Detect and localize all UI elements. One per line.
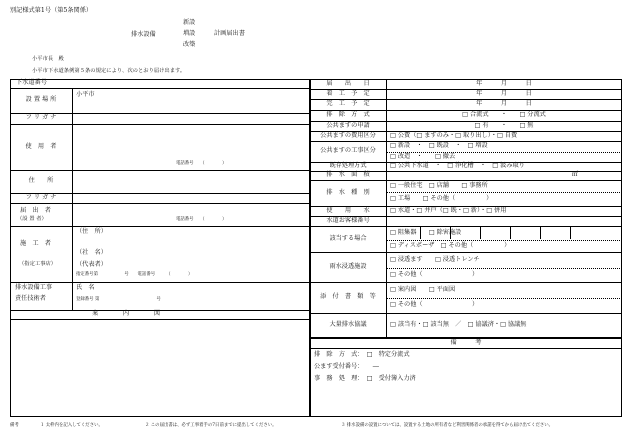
right-row-value-17[interactable]: □ その他（ ） xyxy=(390,270,479,278)
right-row-value-9[interactable]: ㎡ xyxy=(571,171,578,179)
sewer-no-label: 下水道番号 xyxy=(16,79,47,87)
footer-note-3: ３ 排水設備の設置については、設置する土地の所有者など利害関係者の承諾を得てから届け出てください。 xyxy=(341,423,554,428)
user-label: 使 用 者 xyxy=(25,142,57,150)
right-row-value-8[interactable]: □ 公共下水道 ・ □ 浄化槽 ・ □ 汲み取り xyxy=(390,162,525,170)
remarks-line-2: 公ます受付番号： ― xyxy=(314,363,379,370)
right-row-value-2[interactable]: 年 月 日 xyxy=(476,100,532,108)
right-row-label-5: 公共ますの費用区分 xyxy=(320,131,376,139)
right-row-label-0: 届 出 日 xyxy=(326,79,370,87)
map-label: 案 内 図 xyxy=(92,310,161,317)
right-row-label-8: 既存処理方式 xyxy=(329,162,367,170)
footer-label: 備考 xyxy=(10,423,19,428)
engineer-label-2: 責任技術者 xyxy=(15,295,46,302)
form-number: 別記様式第1号（第5条関係） xyxy=(10,7,93,14)
remarks-line-1: 排 除 方 式： □ 特定分流式 xyxy=(314,351,410,358)
title-option-new: 新設 xyxy=(183,19,196,26)
remarks-title: 備 考 xyxy=(450,338,482,346)
right-row-value-14[interactable]: □ 阻集器 □ 除害施設 xyxy=(390,228,462,236)
right-row-value-1[interactable]: 年 月 日 xyxy=(476,89,532,97)
right-row-value-13[interactable] xyxy=(390,216,618,226)
builder-sub: （指定工事店） xyxy=(19,261,57,267)
right-row-label-6: 公共ますの工事区分 xyxy=(320,147,376,155)
right-row-label-2: 完 工 予 定 xyxy=(326,100,370,108)
right-row-value-3[interactable]: □ 合流式 ・ □ 分流式 xyxy=(462,111,546,119)
footer-note-1: １ 太枠内を記入してください。 xyxy=(40,423,103,428)
furigana-label: フ リ ガ ナ xyxy=(25,114,57,122)
right-row-value-11[interactable]: □ 工場 □ その他（ ） xyxy=(390,194,493,202)
applicant-label: 届 出 者 xyxy=(20,207,51,214)
builder-rep-label: （代表者） xyxy=(76,261,107,268)
right-row-value-19[interactable]: □ その他（ ） xyxy=(390,301,479,309)
right-row-label-9: 排 水 面 積 xyxy=(326,171,370,179)
right-row-label-14: 該当する場合 xyxy=(329,234,367,242)
right-row-value-12[interactable]: □ 水道・□ 井戸（□ 既・□ 新）・□ 併用 xyxy=(390,206,507,214)
right-row-value-4[interactable]: □ 有 ・ □ 無 xyxy=(474,121,534,129)
right-row-label-20: 大量排水協議 xyxy=(329,321,367,329)
right-row-value-10[interactable]: □ 一般住宅 □ 店舗 □ 事務所 xyxy=(390,181,488,189)
right-row-label-1: 着 工 予 定 xyxy=(326,89,370,97)
right-row-label-12: 使 用 水 xyxy=(326,206,370,214)
engineer-label-1: 排水設備工事 xyxy=(15,284,53,291)
right-row-label-16: 雨水浸透施設 xyxy=(329,262,367,270)
title-option-rebuild: 改築 xyxy=(183,41,196,48)
right-row-value-7[interactable]: □ 改造 ・ □ 撤去 xyxy=(390,152,456,160)
registration-number: 登録番号 第 号 xyxy=(76,297,161,302)
addressee: 小平市長 殿 xyxy=(32,56,64,62)
right-row-value-6[interactable]: □ 新設 ・ □ 既設 ・ □ 増設 xyxy=(390,142,488,150)
intro-text: 小平市下水道条例第５条の規定により、次のとおり届け出ます。 xyxy=(32,68,186,74)
right-row-label-13: 水道お客様番号 xyxy=(326,216,370,224)
installation-place-label: 設 置 場 所 xyxy=(25,96,57,104)
right-row-value-15[interactable]: □ ディスポーザ □ その他（ ） xyxy=(390,241,511,249)
right-row-value-20[interactable]: □ 該当有・□ 該当無 ／ □ 協議済・□ 協議無 xyxy=(390,321,527,329)
title-suffix: 計画届出書 xyxy=(214,30,245,37)
right-row-label-4: 公共ますの申請 xyxy=(326,121,370,129)
address-label: 住 所 xyxy=(28,177,54,185)
title-prefix: 排水設備 xyxy=(131,31,156,38)
furigana2-label: フ リ ガ ナ xyxy=(25,193,57,201)
right-row-label-18: 添 付 書 類 等 xyxy=(320,293,376,301)
right-row-value-5[interactable]: □ 公費（□ ますのみ・□ 取り出し）・□ 自費 xyxy=(390,131,518,139)
remarks-line-3: 事 務 処 理： □ 受付簿入力済 xyxy=(314,375,416,382)
applicant-sub: （設 置 者） xyxy=(17,216,47,222)
applicant-phone-label: 電話番号 （ ） xyxy=(176,217,227,222)
right-row-value-0[interactable]: 年 月 日 xyxy=(476,79,532,87)
user-phone-label: 電話番号 （ ） xyxy=(176,161,227,166)
map-area[interactable] xyxy=(10,319,310,417)
designated-number: 指定番号第 号 電話番号 （ ） xyxy=(76,272,193,277)
builder-label: 施 工 者 xyxy=(20,240,51,247)
installation-place-value[interactable]: 小平市 xyxy=(76,91,95,98)
engineer-name-label: 氏 名 xyxy=(76,284,95,291)
footer-note-2: ２ この届出書は、必ず工事着手の7日前までに提出してください。 xyxy=(145,423,277,428)
right-row-value-16[interactable]: □ 浸透ます □ 浸透トレンチ xyxy=(390,255,480,263)
builder-address-label: （住 所） xyxy=(76,228,107,235)
title-option-expand: 増設 xyxy=(183,30,196,37)
builder-company-label: （社 名） xyxy=(76,249,107,256)
right-row-label-3: 排 除 方 式 xyxy=(326,111,370,119)
right-row-value-18[interactable]: □ 案内図 □ 平面図 xyxy=(390,285,456,293)
right-row-label-10: 排 水 種 別 xyxy=(326,188,370,196)
